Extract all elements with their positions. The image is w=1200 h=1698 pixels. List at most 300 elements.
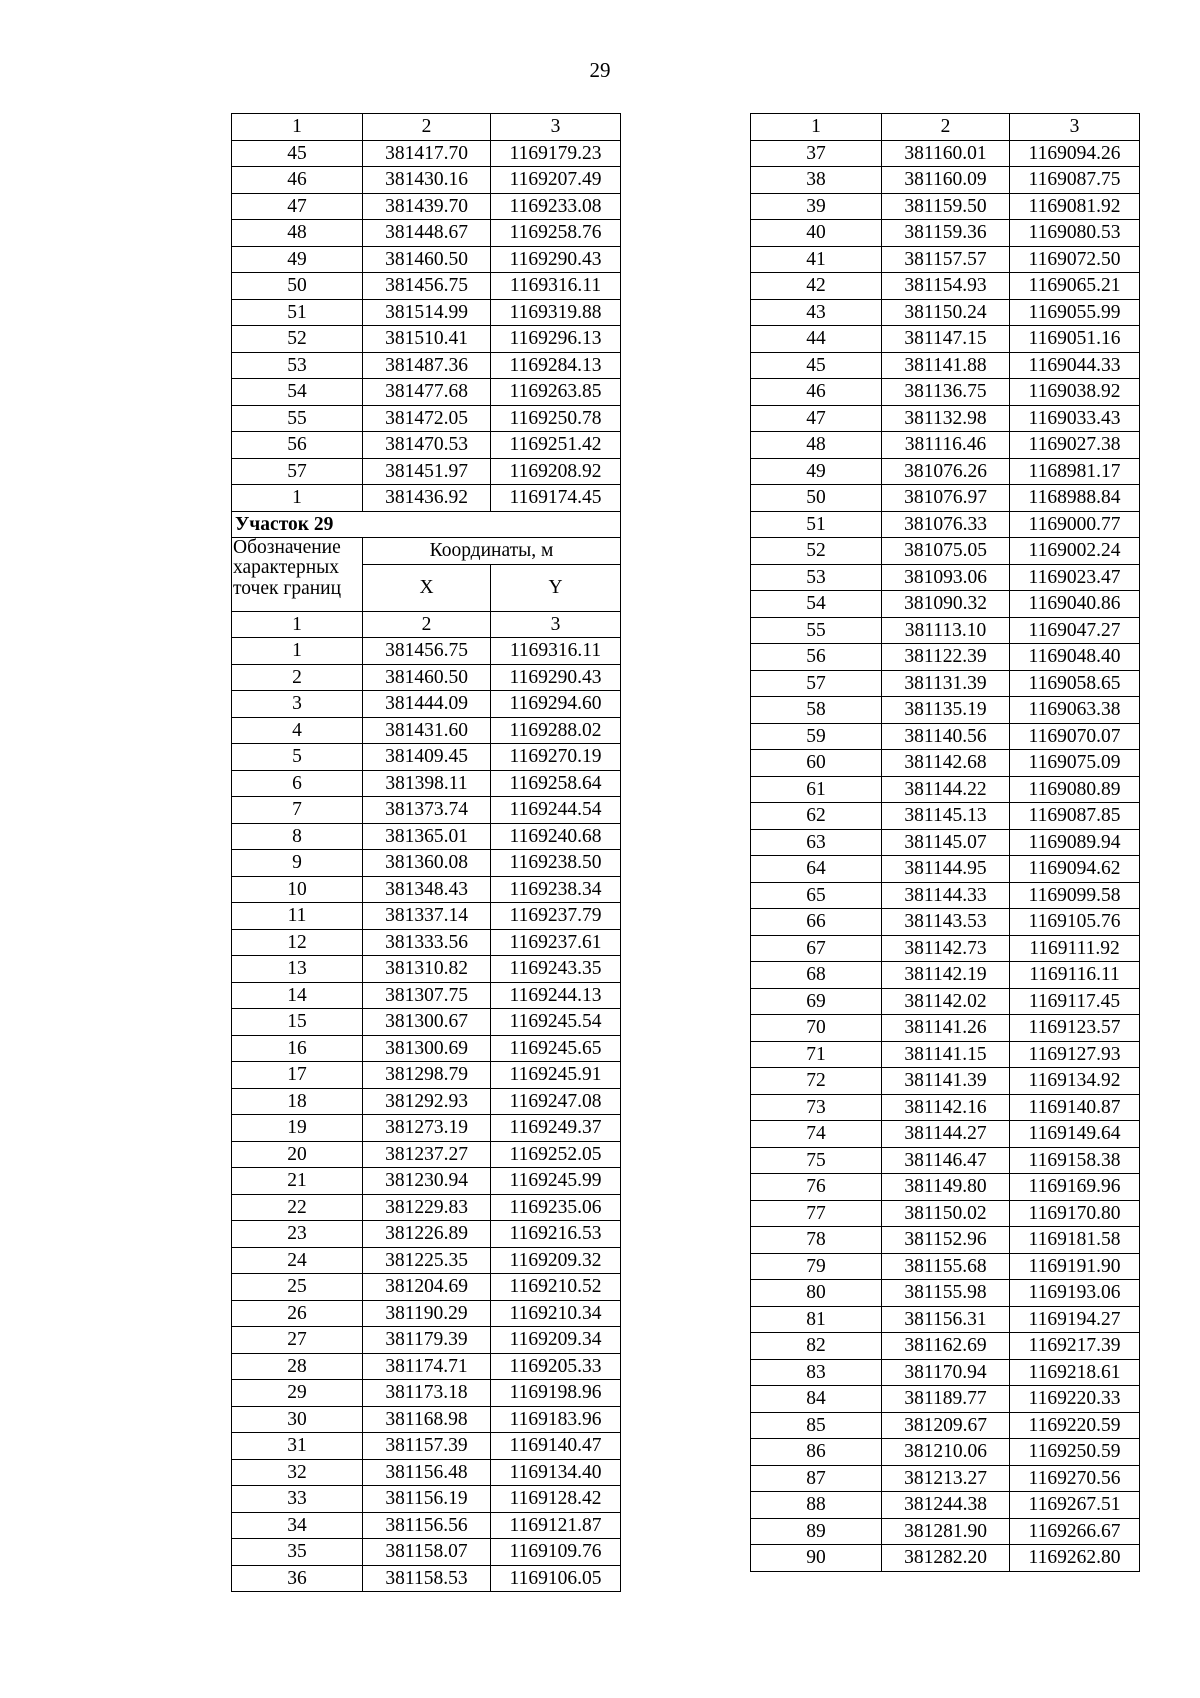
x-coordinate-cell: 381075.05 — [882, 538, 1010, 565]
x-coordinate-cell: 381292.93 — [363, 1088, 491, 1115]
x-coordinate-cell: 381150.24 — [882, 299, 1010, 326]
x-coordinate-cell: 381174.71 — [363, 1353, 491, 1380]
x-coordinate-cell: 381158.07 — [363, 1539, 491, 1566]
x-coordinate-cell: 381444.09 — [363, 691, 491, 718]
y-coordinate-cell: 1169047.27 — [1010, 617, 1140, 644]
table-row — [232, 1168, 621, 1195]
point-number-cell: 53 — [232, 352, 363, 379]
y-coordinate-cell: 1169117.45 — [1010, 988, 1140, 1015]
table-row — [751, 803, 1140, 830]
y-coordinate-cell: 1169179.23 — [491, 140, 621, 167]
y-coordinate-cell: 1169209.32 — [491, 1247, 621, 1274]
table-row — [232, 1141, 621, 1168]
y-coordinate-cell: 1169267.51 — [1010, 1492, 1140, 1519]
x-coordinate-cell: 381144.33 — [882, 882, 1010, 909]
point-number-cell: 48 — [232, 220, 363, 247]
table-row — [232, 956, 621, 983]
y-coordinate-cell: 1169044.33 — [1010, 352, 1140, 379]
table-row — [751, 326, 1140, 353]
x-coordinate-cell: 381145.13 — [882, 803, 1010, 830]
column-number-row — [232, 114, 621, 141]
x-coordinate-cell: 381157.57 — [882, 246, 1010, 273]
point-number-cell: 18 — [232, 1088, 363, 1115]
point-number-cell: 90 — [751, 1545, 882, 1572]
table-row — [751, 246, 1140, 273]
point-number-cell: 12 — [232, 929, 363, 956]
y-coordinate-cell: 1169258.64 — [491, 770, 621, 797]
x-coordinate-cell: 381168.98 — [363, 1406, 491, 1433]
point-number-cell: 73 — [751, 1094, 882, 1121]
x-coordinate-cell: 381170.94 — [882, 1359, 1010, 1386]
table-row — [232, 1512, 621, 1539]
x-coordinate-cell: 381155.68 — [882, 1253, 1010, 1280]
y-coordinate-cell: 1169089.94 — [1010, 829, 1140, 856]
column-number: 2 — [363, 611, 491, 638]
column-number: 3 — [1010, 114, 1140, 141]
table-row — [751, 1121, 1140, 1148]
table-row — [751, 1253, 1140, 1280]
x-coordinate-cell: 381456.75 — [363, 638, 491, 665]
y-coordinate-cell: 1169235.06 — [491, 1194, 621, 1221]
table-row — [232, 193, 621, 220]
point-number-cell: 8 — [232, 823, 363, 850]
table-row — [751, 776, 1140, 803]
y-coordinate-cell: 1169111.92 — [1010, 935, 1140, 962]
table-row — [751, 1200, 1140, 1227]
y-coordinate-cell: 1169245.54 — [491, 1009, 621, 1036]
y-coordinate-cell: 1169087.75 — [1010, 167, 1140, 194]
table-row — [751, 723, 1140, 750]
x-coordinate-cell: 381337.14 — [363, 903, 491, 930]
y-coordinate-cell: 1169252.05 — [491, 1141, 621, 1168]
table-row — [751, 538, 1140, 565]
point-number-cell: 68 — [751, 962, 882, 989]
point-number-cell: 5 — [232, 744, 363, 771]
point-number-cell: 70 — [751, 1015, 882, 1042]
table-row — [232, 405, 621, 432]
y-coordinate-cell: 1169220.33 — [1010, 1386, 1140, 1413]
y-coordinate-cell: 1169290.43 — [491, 246, 621, 273]
y-coordinate-cell: 1169210.52 — [491, 1274, 621, 1301]
y-coordinate-cell: 1169249.37 — [491, 1115, 621, 1142]
table-row — [751, 379, 1140, 406]
table-row — [232, 1194, 621, 1221]
x-coordinate-cell: 381154.93 — [882, 273, 1010, 300]
x-coordinate-cell: 381158.53 — [363, 1565, 491, 1592]
x-coordinate-cell: 381162.69 — [882, 1333, 1010, 1360]
x-coordinate-cell: 381141.26 — [882, 1015, 1010, 1042]
table-row — [232, 850, 621, 877]
y-coordinate-cell: 1169250.59 — [1010, 1439, 1140, 1466]
y-coordinate-cell: 1169072.50 — [1010, 246, 1140, 273]
point-number-cell: 35 — [232, 1539, 363, 1566]
y-coordinate-cell: 1169058.65 — [1010, 670, 1140, 697]
point-number-cell: 38 — [751, 167, 882, 194]
x-coordinate-cell: 381145.07 — [882, 829, 1010, 856]
table-row — [232, 770, 621, 797]
table-row — [751, 697, 1140, 724]
x-coordinate-cell: 381142.02 — [882, 988, 1010, 1015]
point-number-cell: 78 — [751, 1227, 882, 1254]
table-row — [751, 511, 1140, 538]
point-number-cell: 66 — [751, 909, 882, 936]
table-row — [232, 273, 621, 300]
table-row — [751, 909, 1140, 936]
point-number-cell: 1 — [232, 485, 363, 512]
y-coordinate-cell: 1169127.93 — [1010, 1041, 1140, 1068]
point-number-cell: 74 — [751, 1121, 882, 1148]
y-coordinate-cell: 1169070.07 — [1010, 723, 1140, 750]
y-coordinate-cell: 1169038.92 — [1010, 379, 1140, 406]
x-coordinate-cell: 381456.75 — [363, 273, 491, 300]
y-coordinate-cell: 1169194.27 — [1010, 1306, 1140, 1333]
point-number-cell: 43 — [751, 299, 882, 326]
table-row — [751, 750, 1140, 777]
y-coordinate-cell: 1169121.87 — [491, 1512, 621, 1539]
y-coordinate-cell: 1169247.08 — [491, 1088, 621, 1115]
x-coordinate-cell: 381076.26 — [882, 458, 1010, 485]
coordinates-header: Координаты, м — [363, 538, 621, 565]
x-coordinate-cell: 381281.90 — [882, 1518, 1010, 1545]
table-row — [751, 1094, 1140, 1121]
table-row — [751, 856, 1140, 883]
y-coordinate-cell: 1169023.47 — [1010, 564, 1140, 591]
point-number-cell: 23 — [232, 1221, 363, 1248]
x-coordinate-cell: 381307.75 — [363, 982, 491, 1009]
y-coordinate-cell: 1169208.92 — [491, 458, 621, 485]
x-coordinate-cell: 381190.29 — [363, 1300, 491, 1327]
point-number-cell: 67 — [751, 935, 882, 962]
y-coordinate-cell: 1169051.16 — [1010, 326, 1140, 353]
point-number-cell: 76 — [751, 1174, 882, 1201]
point-number-cell: 41 — [751, 246, 882, 273]
table-row — [751, 1439, 1140, 1466]
x-coordinate-cell: 381273.19 — [363, 1115, 491, 1142]
point-number-cell: 81 — [751, 1306, 882, 1333]
point-number-cell: 59 — [751, 723, 882, 750]
y-coordinate-cell: 1169094.62 — [1010, 856, 1140, 883]
x-coordinate-cell: 381140.56 — [882, 723, 1010, 750]
x-coordinate-cell: 381144.22 — [882, 776, 1010, 803]
table-row — [232, 1035, 621, 1062]
y-coordinate-cell: 1169183.96 — [491, 1406, 621, 1433]
x-coordinate-cell: 381155.98 — [882, 1280, 1010, 1307]
point-number-cell: 4 — [232, 717, 363, 744]
x-coordinate-cell: 381160.09 — [882, 167, 1010, 194]
point-number-cell: 45 — [751, 352, 882, 379]
table-row — [751, 405, 1140, 432]
x-coordinate-cell: 381477.68 — [363, 379, 491, 406]
point-number-cell: 47 — [751, 405, 882, 432]
x-coordinate-cell: 381156.31 — [882, 1306, 1010, 1333]
point-number-cell: 10 — [232, 876, 363, 903]
x-coordinate-cell: 381436.92 — [363, 485, 491, 512]
table-row — [751, 167, 1140, 194]
column-number-row — [232, 611, 621, 638]
table-row — [751, 1015, 1140, 1042]
x-coordinate-cell: 381430.16 — [363, 167, 491, 194]
point-number-cell: 49 — [751, 458, 882, 485]
y-coordinate-cell: 1169238.50 — [491, 850, 621, 877]
y-coordinate-cell: 1169245.65 — [491, 1035, 621, 1062]
point-number-cell: 31 — [232, 1433, 363, 1460]
table-row — [232, 1539, 621, 1566]
table-row — [751, 935, 1140, 962]
x-coordinate-cell: 381173.18 — [363, 1380, 491, 1407]
y-coordinate-cell: 1169210.34 — [491, 1300, 621, 1327]
point-number-cell: 57 — [232, 458, 363, 485]
y-coordinate-cell: 1169149.64 — [1010, 1121, 1140, 1148]
table-row — [232, 1062, 621, 1089]
page-number: 29 — [589, 58, 611, 82]
y-coordinate-cell: 1169250.78 — [491, 405, 621, 432]
x-coordinate-cell: 381226.89 — [363, 1221, 491, 1248]
table-row — [232, 1406, 621, 1433]
table-row — [232, 823, 621, 850]
x-coordinate-cell: 381156.48 — [363, 1459, 491, 1486]
x-coordinate-cell: 381159.50 — [882, 193, 1010, 220]
y-coordinate-cell: 1169170.80 — [1010, 1200, 1140, 1227]
y-coordinate-cell: 1169296.13 — [491, 326, 621, 353]
header-row — [232, 538, 621, 565]
y-coordinate-cell: 1169288.02 — [491, 717, 621, 744]
table-row — [232, 876, 621, 903]
x-coordinate-cell: 381409.45 — [363, 744, 491, 771]
point-number-cell: 50 — [232, 273, 363, 300]
table-row — [751, 273, 1140, 300]
x-coordinate-cell: 381149.80 — [882, 1174, 1010, 1201]
point-number-cell: 53 — [751, 564, 882, 591]
point-number-cell: 89 — [751, 1518, 882, 1545]
x-coordinate-cell: 381076.33 — [882, 511, 1010, 538]
x-coordinate-cell: 381113.10 — [882, 617, 1010, 644]
table-row — [232, 1009, 621, 1036]
y-coordinate-cell: 1169002.24 — [1010, 538, 1140, 565]
table-row — [751, 1518, 1140, 1545]
table-row — [751, 882, 1140, 909]
y-coordinate-cell: 1169075.09 — [1010, 750, 1140, 777]
x-coordinate-cell: 381136.75 — [882, 379, 1010, 406]
y-coordinate-cell: 1169134.92 — [1010, 1068, 1140, 1095]
y-coordinate-cell: 1169240.68 — [491, 823, 621, 850]
point-number-cell: 80 — [751, 1280, 882, 1307]
table-row — [232, 1327, 621, 1354]
x-coordinate-cell: 381142.16 — [882, 1094, 1010, 1121]
point-number-cell: 57 — [751, 670, 882, 697]
point-number-cell: 56 — [232, 432, 363, 459]
x-coordinate-cell: 381157.39 — [363, 1433, 491, 1460]
y-coordinate-cell: 1169270.19 — [491, 744, 621, 771]
y-coordinate-cell: 1169243.35 — [491, 956, 621, 983]
point-number-cell: 19 — [232, 1115, 363, 1142]
y-coordinate-cell: 1169216.53 — [491, 1221, 621, 1248]
x-coordinate-cell: 381431.60 — [363, 717, 491, 744]
y-coordinate-cell: 1169218.61 — [1010, 1359, 1140, 1386]
y-coordinate-cell: 1168981.17 — [1010, 458, 1140, 485]
y-coordinate-cell: 1169048.40 — [1010, 644, 1140, 671]
section-title: Участок 29 — [232, 511, 621, 538]
x-coordinate-cell: 381143.53 — [882, 909, 1010, 936]
x-coordinate-cell: 381230.94 — [363, 1168, 491, 1195]
y-header: Y — [491, 564, 621, 611]
x-coordinate-cell: 381204.69 — [363, 1274, 491, 1301]
point-number-cell: 69 — [751, 988, 882, 1015]
y-coordinate-cell: 1169040.86 — [1010, 591, 1140, 618]
point-number-cell: 17 — [232, 1062, 363, 1089]
table-row — [232, 1247, 621, 1274]
point-number-cell: 72 — [751, 1068, 882, 1095]
table-row — [751, 1465, 1140, 1492]
y-coordinate-cell: 1169245.99 — [491, 1168, 621, 1195]
table-row — [751, 1174, 1140, 1201]
x-coordinate-cell: 381152.96 — [882, 1227, 1010, 1254]
x-coordinate-cell: 381146.47 — [882, 1147, 1010, 1174]
x-coordinate-cell: 381298.79 — [363, 1062, 491, 1089]
table-row — [751, 352, 1140, 379]
table-row — [232, 432, 621, 459]
x-coordinate-cell: 381487.36 — [363, 352, 491, 379]
y-coordinate-cell: 1169284.13 — [491, 352, 621, 379]
y-coordinate-cell: 1169244.54 — [491, 797, 621, 824]
y-coordinate-cell: 1169094.26 — [1010, 140, 1140, 167]
x-coordinate-cell: 381300.69 — [363, 1035, 491, 1062]
x-coordinate-cell: 381417.70 — [363, 140, 491, 167]
y-coordinate-cell: 1169316.11 — [491, 638, 621, 665]
point-number-cell: 11 — [232, 903, 363, 930]
point-number-cell: 75 — [751, 1147, 882, 1174]
table-row — [751, 140, 1140, 167]
table-row — [751, 988, 1140, 1015]
x-coordinate-cell: 381160.01 — [882, 140, 1010, 167]
table-row — [751, 299, 1140, 326]
y-coordinate-cell: 1169080.53 — [1010, 220, 1140, 247]
y-coordinate-cell: 1169116.11 — [1010, 962, 1140, 989]
point-number-cell: 24 — [232, 1247, 363, 1274]
table-row — [232, 691, 621, 718]
table-row — [751, 458, 1140, 485]
y-coordinate-cell: 1169105.76 — [1010, 909, 1140, 936]
y-coordinate-cell: 1169237.79 — [491, 903, 621, 930]
x-coordinate-cell: 381300.67 — [363, 1009, 491, 1036]
x-coordinate-cell: 381116.46 — [882, 432, 1010, 459]
point-number-cell: 65 — [751, 882, 882, 909]
x-coordinate-cell: 381142.73 — [882, 935, 1010, 962]
table-row — [751, 962, 1140, 989]
x-coordinate-cell: 381156.19 — [363, 1486, 491, 1513]
y-coordinate-cell: 1169245.91 — [491, 1062, 621, 1089]
point-number-cell: 37 — [751, 140, 882, 167]
point-number-cell: 39 — [751, 193, 882, 220]
table-row — [232, 379, 621, 406]
y-coordinate-cell: 1169191.90 — [1010, 1253, 1140, 1280]
y-coordinate-cell: 1169106.05 — [491, 1565, 621, 1592]
point-number-cell: 83 — [751, 1359, 882, 1386]
y-coordinate-cell: 1169134.40 — [491, 1459, 621, 1486]
y-coordinate-cell: 1169063.38 — [1010, 697, 1140, 724]
x-coordinate-cell: 381179.39 — [363, 1327, 491, 1354]
point-number-cell: 36 — [232, 1565, 363, 1592]
point-number-cell: 52 — [232, 326, 363, 353]
y-coordinate-cell: 1169263.85 — [491, 379, 621, 406]
point-number-cell: 9 — [232, 850, 363, 877]
point-number-cell: 52 — [751, 538, 882, 565]
point-number-cell: 40 — [751, 220, 882, 247]
table-row — [751, 1412, 1140, 1439]
y-coordinate-cell: 1169270.56 — [1010, 1465, 1140, 1492]
table-row — [232, 458, 621, 485]
table-row — [751, 564, 1140, 591]
column-number-row — [751, 114, 1140, 141]
point-number-cell: 44 — [751, 326, 882, 353]
point-number-cell: 84 — [751, 1386, 882, 1413]
table-row — [232, 903, 621, 930]
point-number-cell: 60 — [751, 750, 882, 777]
point-number-cell: 50 — [751, 485, 882, 512]
point-number-cell: 13 — [232, 956, 363, 983]
x-coordinate-cell: 381398.11 — [363, 770, 491, 797]
x-coordinate-cell: 381225.35 — [363, 1247, 491, 1274]
x-coordinate-cell: 381141.88 — [882, 352, 1010, 379]
table-row — [751, 1333, 1140, 1360]
y-coordinate-cell: 1169266.67 — [1010, 1518, 1140, 1545]
x-coordinate-cell: 381076.97 — [882, 485, 1010, 512]
table-row — [232, 1380, 621, 1407]
y-coordinate-cell: 1169080.89 — [1010, 776, 1140, 803]
point-number-cell: 15 — [232, 1009, 363, 1036]
column-number: 2 — [882, 114, 1010, 141]
point-number-cell: 56 — [751, 644, 882, 671]
x-coordinate-cell: 381132.98 — [882, 405, 1010, 432]
table-row — [232, 717, 621, 744]
y-coordinate-cell: 1169169.96 — [1010, 1174, 1140, 1201]
table-row — [232, 1088, 621, 1115]
column-number: 1 — [232, 114, 363, 141]
x-coordinate-cell: 381514.99 — [363, 299, 491, 326]
x-coordinate-cell: 381122.39 — [882, 644, 1010, 671]
table-row — [232, 167, 621, 194]
x-coordinate-cell: 381090.32 — [882, 591, 1010, 618]
point-number-cell: 16 — [232, 1035, 363, 1062]
x-coordinate-cell: 381093.06 — [882, 564, 1010, 591]
x-coordinate-cell: 381451.97 — [363, 458, 491, 485]
table-row — [751, 1492, 1140, 1519]
point-number-cell: 87 — [751, 1465, 882, 1492]
y-coordinate-cell: 1169258.76 — [491, 220, 621, 247]
x-coordinate-cell: 381310.82 — [363, 956, 491, 983]
point-number-cell: 51 — [232, 299, 363, 326]
point-number-cell: 82 — [751, 1333, 882, 1360]
y-coordinate-cell: 1169207.49 — [491, 167, 621, 194]
table-row — [232, 246, 621, 273]
x-coordinate-cell: 381348.43 — [363, 876, 491, 903]
table-row — [751, 1545, 1140, 1572]
y-coordinate-cell: 1169128.42 — [491, 1486, 621, 1513]
y-coordinate-cell: 1169000.77 — [1010, 511, 1140, 538]
table-row — [232, 1433, 621, 1460]
x-coordinate-cell: 381439.70 — [363, 193, 491, 220]
x-coordinate-cell: 381210.06 — [882, 1439, 1010, 1466]
column-number: 1 — [751, 114, 882, 141]
y-coordinate-cell: 1169055.99 — [1010, 299, 1140, 326]
x-coordinate-cell: 381156.56 — [363, 1512, 491, 1539]
x-coordinate-cell: 381209.67 — [882, 1412, 1010, 1439]
table-row — [751, 670, 1140, 697]
table-row — [751, 1147, 1140, 1174]
table-row — [751, 829, 1140, 856]
y-coordinate-cell: 1169290.43 — [491, 664, 621, 691]
y-coordinate-cell: 1169233.08 — [491, 193, 621, 220]
point-number-cell: 3 — [232, 691, 363, 718]
